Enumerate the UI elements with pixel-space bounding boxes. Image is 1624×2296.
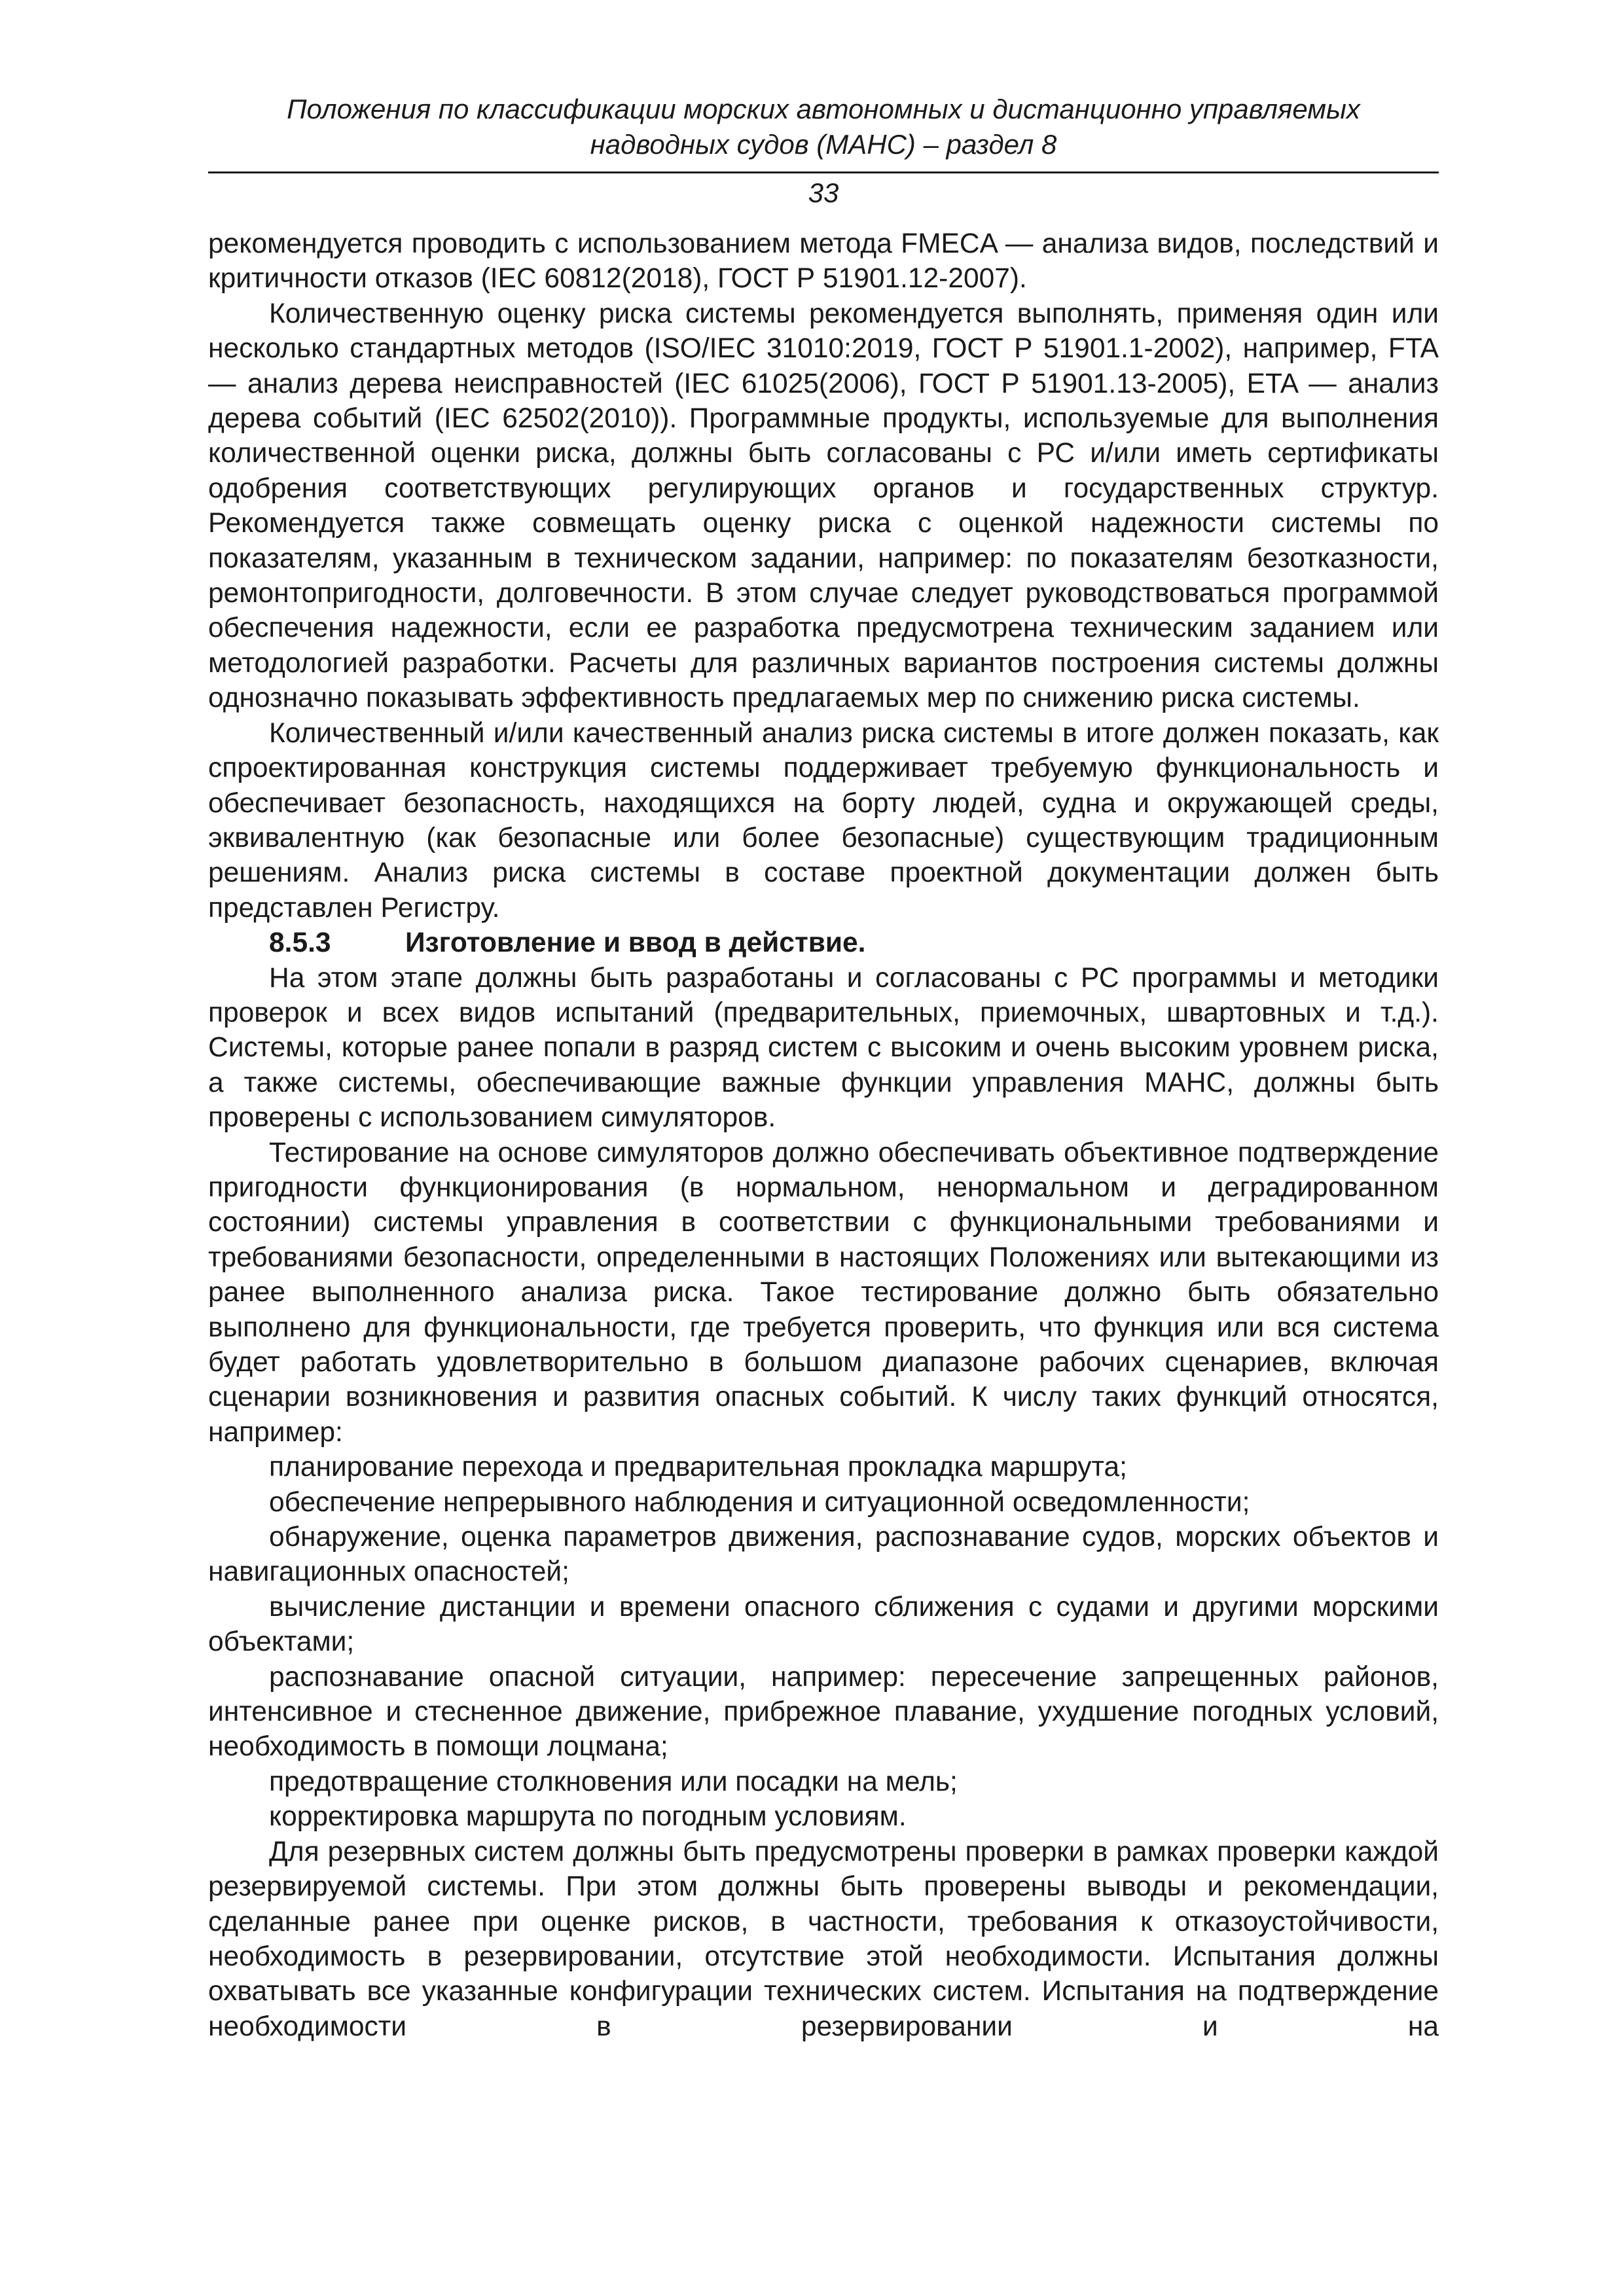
header-line-1: Положения по классификации морских автономных и дистанционно управляемых (287, 94, 1360, 124)
paragraph-simulator-testing: Тестирование на основе симуляторов должно обеспечивать объективное подтверждение пригодности функционирования (в нормальном, ненормальном и деградированном состоянии) системы управления в соответствии с функциональными требованиями и требованиями безопасности, определенными в настоящих Положениях или вытекающими из ранее выполненного анализа риска. Такое тестирование должно быть обязательно выполнено для функциональности, где требуется проверить, что функция или вся система будет работать удовлетворительно в большом диапазоне рабочих сценариев, включая сценарии возникновения и развития опасных событий. К числу таких функций относятся, например: (208, 1137, 1439, 1448)
list-item: планирование перехода и предварительная прокладка маршрута; (269, 1452, 1127, 1483)
section-title: Изготовление и ввод в действие. (405, 927, 866, 959)
list-item: обеспечение непрерывного наблюдения и ситуационной осведомленности; (269, 1486, 1250, 1518)
section-heading-8-5-3 (208, 925, 1439, 960)
list-item: вычисление дистанции и времени опасного сближения с судами и другими морскими объектами; (208, 1591, 1439, 1658)
list-item: корректировка маршрута по погодным условиям. (269, 1801, 907, 1833)
page-number: 33 (808, 177, 839, 208)
list-item: обнаружение, оценка параметров движения, распознавание судов, морских объектов и навигационных опасностей; (208, 1522, 1439, 1588)
list-item: предотвращение столкновения или посадки на мель; (269, 1766, 958, 1797)
header-line-2: надводных судов (МАНС) – раздел 8 (590, 129, 1057, 160)
running-header (208, 92, 1439, 162)
paragraph-test-programs: На этом этапе должны быть разработаны и согласованы с РС программы и методики проверок и всех видов испытаний (предварительных, приемочных, швартовных и т.д.). Системы, которые ранее попали в разряд систем с высоким и очень высоким уровнем риска, а также системы, обеспечивающие важные функции управления МАНС, должны быть проверены с использованием симуляторов. (208, 962, 1439, 1134)
list-item: распознавание опасной ситуации, например: пересечение запрещенных районов, интенсивное и стесненное движение, прибрежное плавание, ухудшение погодных условий, необходимость в помощи лоцмана; (208, 1661, 1439, 1763)
paragraph-redundant-systems: Для резервных систем должны быть предусмотрены проверки в рамках проверки каждой резервируемой системы. При этом должны быть проверены выводы и рекомендации, сделанные ранее при оценке рисков, в частности, требования к отказоустойчивости, необходимость в резервировании, отсутствие этой необходимости. Испытания должны охватывать все указанные конфигурации технических систем. Испытания на подтверждение необходимости в резервировании и на (208, 1836, 1439, 2042)
section-number: 8.5.3 (269, 927, 331, 959)
paragraph-quantitative-assessment: Количественную оценку риска системы рекомендуется выполнять, применяя один или несколько стандартных методов (ISO/IEC 31010:2019, ГОСТ Р 51901.1-2002), например, FTA — анализ дерева неисправностей (IEC 61025(2006), ГОСТ Р 51901.13-2005), ETA — анализ дерева событий (IEC 62502(2010)). Программные продукты, используемые для выполнения количественной оценки риска, должны быть согласованы с РС и/или иметь сертификаты одобрения соответствующих регулирующих органов и государственных структур. Рекомендуется также совмещать оценку риска с оценкой надежности системы по показателям, указанным в техническом задании, например: по показателям безотказности, ремонтопригодности, долговечности. В этом случае следует руководствоваться программой обеспечения надежности, если ее разработка предусмотрена техническим заданием или методологией разработки. Расчеты для различных вариантов построения системы должны однозначно показывать эффективность предлагаемых мер по снижению риска системы. (208, 298, 1439, 714)
paragraph-risk-analysis-result: Количественный и/или качественный анализ риска системы в итоге должен показать, как спроектированная конструкция системы поддерживает требуемую функциональность и обеспечивает безопасность, находящихся на борту людей, судна и окружающей среды, эквивалентную (как безопасные или более безопасные) существующим традиционным решениям. Анализ риска системы в составе проектной документации должен быть представлен Регистру. (208, 717, 1439, 924)
header-rule (208, 171, 1439, 173)
document-body (208, 226, 1439, 2044)
paragraph-fmeca: рекомендуется проводить с использованием метода FMECA — анализа видов, последствий и критичности отказов (IEC 60812(2018), ГОСТ Р 51901.12-2007). (208, 228, 1439, 295)
